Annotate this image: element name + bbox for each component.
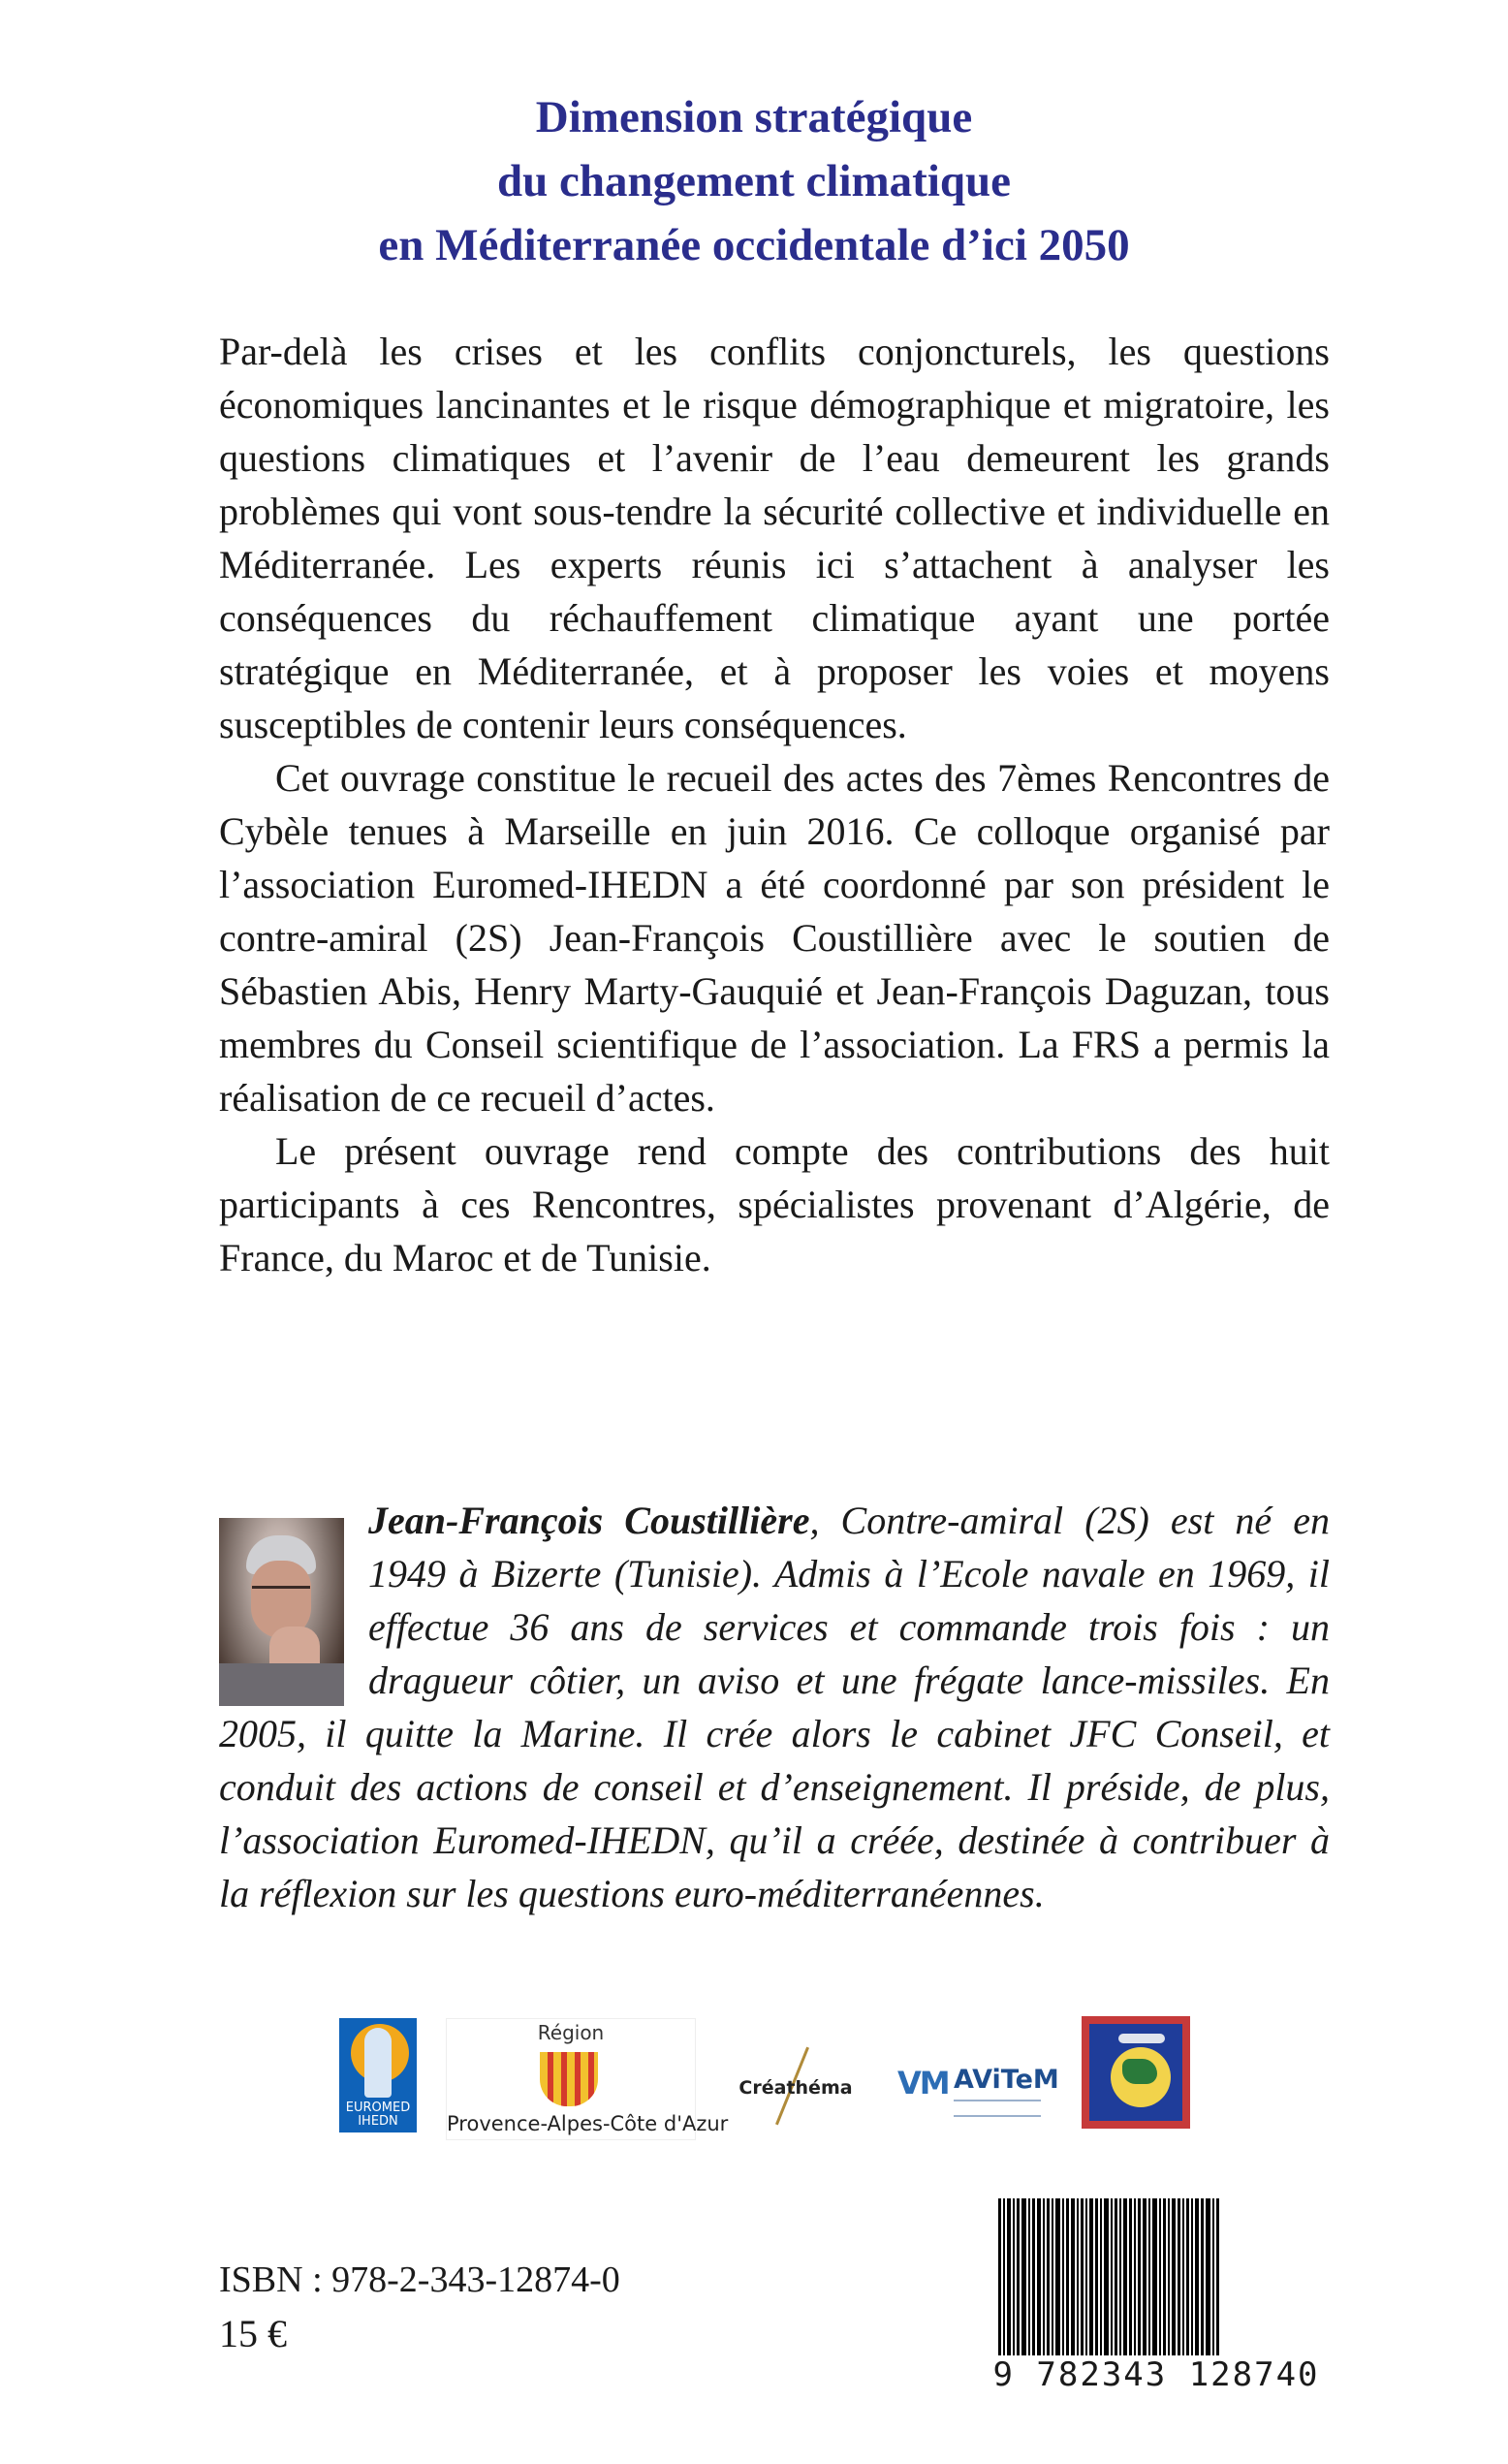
barcode-bar: [1143, 2198, 1147, 2355]
barcode-bar: [1071, 2198, 1075, 2355]
barcode-bar: [1134, 2198, 1136, 2355]
barcode-digits: 9 782343 128740: [977, 2355, 1335, 2394]
summary-paragraph-1: Par-delà les crises et les conflits conjoncturels, les questions économiques lancinantes et le risque démographique et migratoire, les questions climatiques et l’avenir de l’eau demeurent les grands problèmes qui vont sous-tendre la sécurité collective et individuelle en Méditerranée. Les experts réunis ici s’attachent à analyser les conséquences du réchauffement climatique ayant une portée stratégique en Méditerranée, et à proposer les voies et moyens susceptibles de contenir leurs conséquences.: [219, 330, 1330, 746]
avitem-logo: [897, 2065, 1059, 2127]
barcode-bar: [1159, 2198, 1161, 2355]
barcode-bar: [1055, 2198, 1060, 2355]
barcode-bar: [1168, 2198, 1170, 2355]
region-logo-top: Région: [537, 2021, 605, 2044]
barcode-bar: [1013, 2198, 1015, 2355]
barcode-bar: [1089, 2198, 1093, 2355]
region-shield-icon: [540, 2052, 598, 2106]
barcode-bar: [1206, 2198, 1210, 2355]
barcode-bar: [1066, 2198, 1069, 2355]
barcode-bar: [1047, 2198, 1050, 2355]
avitem-logo-mark: VM: [897, 2065, 949, 2101]
summary-paragraph-2: Cet ouvrage constitue le recueil des actes des 7èmes Rencontres de Cybèle tenues à Marseille en juin 2016. Ce colloque organisé par l’association Euromed-IHEDN a été coordonné par son président le contre-amiral (2S) Jean-François Coustillière avec le soutien de Sébastien Abis, Henry Marty-Gauquié et Jean-François Daguzan, tous membres du Conseil scientifique de l’association. La FRS a permis la réalisation de ce recueil d’actes.: [219, 756, 1330, 1120]
barcode-bar: [1123, 2198, 1127, 2355]
euromed-ihedn-logo: [339, 2018, 417, 2132]
barcode-bar: [1085, 2198, 1087, 2355]
barcode-bar: [1017, 2198, 1020, 2355]
avitem-logo-text: AViTeM: [954, 2065, 1059, 2095]
region-paca-logo: [446, 2018, 729, 2140]
isbn: ISBN : 978-2-343-12874-0: [219, 2259, 620, 2300]
region-logo-bottom: Provence-Alpes-Côte d'Azur: [447, 2112, 729, 2135]
title-line-2: du changement climatique: [496, 156, 1012, 206]
barcode-bar: [1100, 2198, 1102, 2355]
barcode-bar: [1152, 2198, 1157, 2355]
barcode-bar: [1138, 2198, 1141, 2355]
barcode-bar: [1007, 2198, 1011, 2355]
euromed-logo-line-2: IHEDN: [358, 2114, 398, 2129]
barcode-bar: [1201, 2198, 1204, 2355]
barcode-bar: [1043, 2198, 1045, 2355]
price: 15 €: [219, 2312, 287, 2355]
barcode-bar: [1119, 2198, 1121, 2355]
barcode-bar: [1028, 2198, 1030, 2355]
barcode-bar: [1178, 2198, 1180, 2355]
summary-text: [219, 325, 1330, 1284]
barcode-bar: [1172, 2198, 1176, 2355]
title-line-1: Dimension stratégique: [535, 92, 973, 142]
title-line-3: en Méditerranée occidentale d’ici 2050: [378, 220, 1130, 270]
barcode-bar: [1148, 2198, 1150, 2355]
barcode-bar: [1095, 2198, 1098, 2355]
createma-logo: [733, 2040, 859, 2132]
barcode-bar: [1081, 2198, 1084, 2355]
barcode-bar: [1191, 2198, 1193, 2355]
barcode-bar: [1052, 2198, 1053, 2355]
barcode-bar: [1062, 2198, 1064, 2355]
book-title: [0, 85, 1508, 277]
barcode-bar: [1032, 2198, 1035, 2355]
barcode-bar: [1195, 2198, 1199, 2355]
barcode-bar: [1115, 2198, 1117, 2355]
barcode-bar: [1186, 2198, 1189, 2355]
author-bio: [219, 1494, 1330, 1920]
author-bio-text: , Contre-amiral (2S) est né en 1949 à Bizerte (Tunisie). Admis à l’Ecole navale en 1969, il effectue 36 ans de services et commande trois fois : un dragueur côtier, un aviso et une frégate lance-missiles. En 2005, il quitte la Marine. Il crée alors le cabinet JFC Conseil, et conduit des actions de conseil et d’enseignement. Il préside, de plus, l’association Euromed-IHEDN, qu’il a créée, destinée à contribuer à la réflexion sur les questions euro-méditerranéennes.: [219, 1499, 1330, 1915]
createma-logo-text: Créathéma: [738, 2077, 853, 2099]
barcode-bar: [1037, 2198, 1041, 2355]
barcode-bar: [1077, 2198, 1079, 2355]
summary-paragraph-3: Le présent ouvrage rend compte des contributions des huit participants à ces Rencontres, spécialistes provenant d’Algérie, de France, du Maroc et de Tunisie.: [219, 1129, 1330, 1279]
barcode-bar: [1163, 2198, 1166, 2355]
barcode-bar: [1182, 2198, 1184, 2355]
barcode: [977, 2198, 1335, 2402]
barcode-bar: [1021, 2198, 1026, 2355]
author-name: Jean-François Coustillière: [368, 1499, 810, 1542]
globe-emblem-logo: [1082, 2016, 1190, 2129]
euromed-logo-line-1: EUROMED: [345, 2101, 411, 2115]
barcode-bar: [1129, 2198, 1132, 2355]
